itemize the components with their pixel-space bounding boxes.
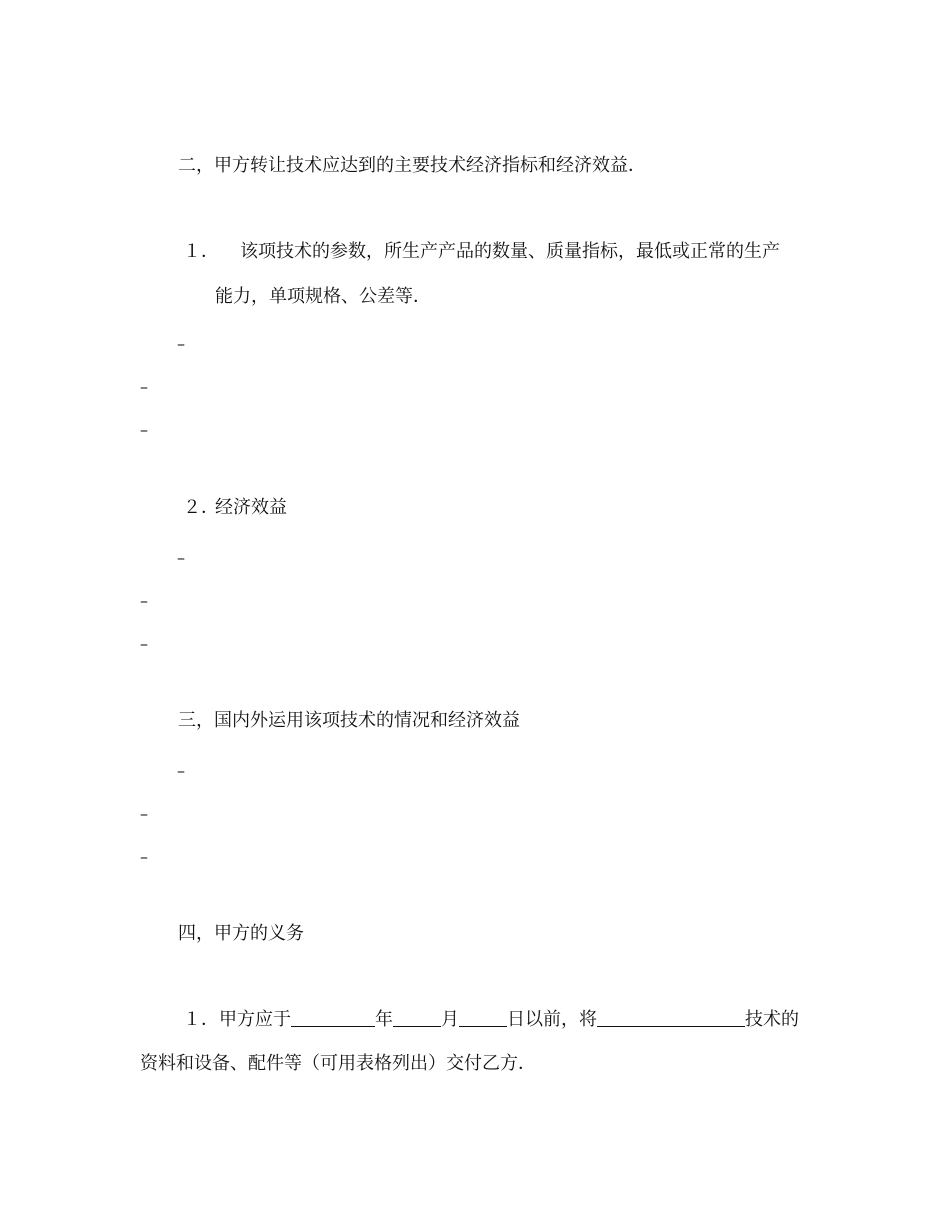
- item-1-text-line2: 能力，单项规格、公差等．: [215, 286, 431, 307]
- blank-fill-line: –: [140, 420, 148, 439]
- section-4-heading: 四，甲方的义务: [178, 923, 304, 944]
- blank-fill-line: –: [177, 761, 185, 780]
- text: 甲方应于: [219, 1009, 291, 1030]
- item-number: １．: [183, 1009, 219, 1030]
- blank-fill-line: –: [177, 548, 185, 567]
- text: 月: [441, 1009, 459, 1030]
- blank-fill-line: –: [140, 377, 148, 396]
- item-1-number: １．: [183, 241, 219, 262]
- section-4-item-1-line2: 资料和设备、配件等（可用表格列出）交付乙方．: [140, 1053, 536, 1074]
- section-4-item-1: [183, 1008, 799, 1032]
- year-blank[interactable]: [291, 1008, 375, 1027]
- month-blank[interactable]: [393, 1008, 441, 1027]
- section-2-heading: 二，甲方转让技术应达到的主要技术经济指标和经济效益．: [178, 155, 646, 176]
- technology-name-blank[interactable]: [597, 1008, 745, 1027]
- text: 技术的: [745, 1009, 799, 1030]
- blank-fill-line: –: [140, 847, 148, 866]
- text: 日以前，将: [507, 1009, 597, 1030]
- item-2-text: 经济效益: [215, 497, 287, 518]
- blank-fill-line: –: [140, 634, 148, 653]
- item-2-number: ２．: [183, 497, 219, 518]
- blank-fill-line: –: [177, 334, 185, 353]
- section-3-heading: 三，国内外运用该项技术的情况和经济效益: [178, 710, 520, 731]
- day-blank[interactable]: [459, 1008, 507, 1027]
- blank-fill-line: –: [140, 804, 148, 823]
- blank-fill-line: –: [140, 591, 148, 610]
- text: 年: [375, 1009, 393, 1030]
- item-1-text-line1: 该项技术的参数，所生产产品的数量、质量指标，最低或正常的生产: [240, 241, 780, 262]
